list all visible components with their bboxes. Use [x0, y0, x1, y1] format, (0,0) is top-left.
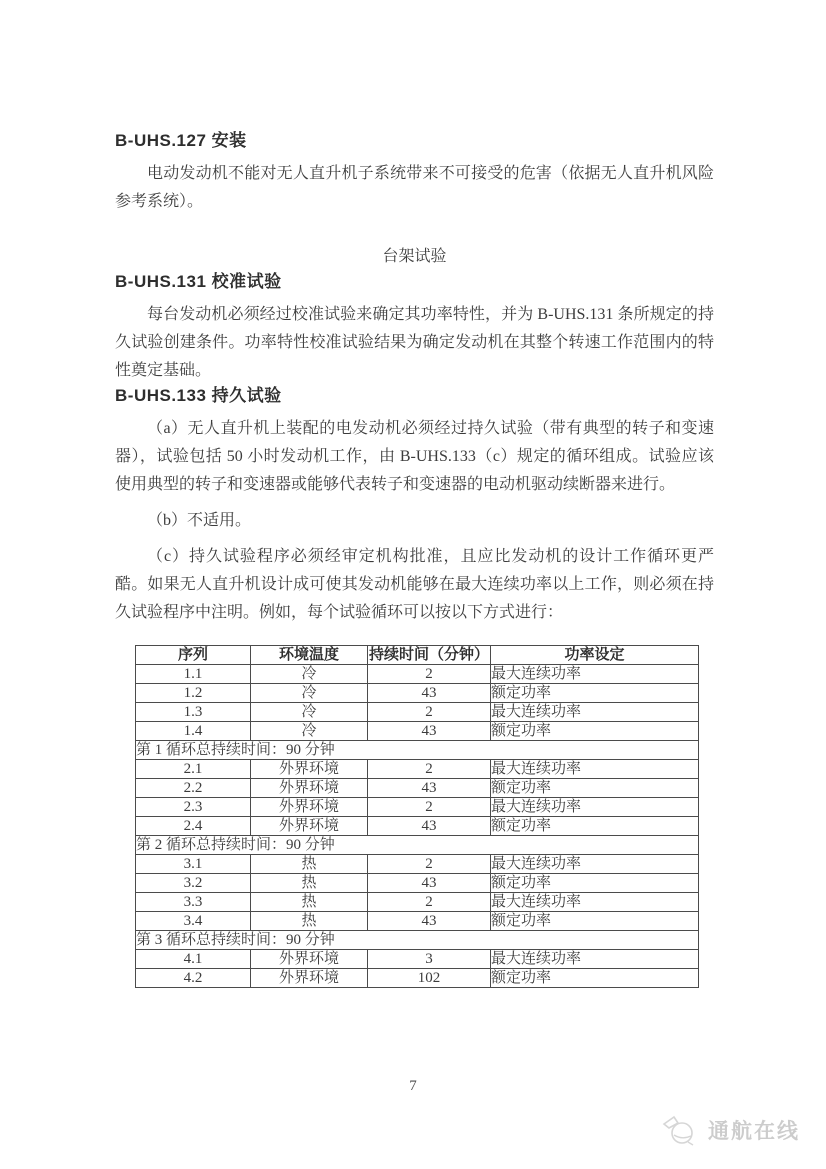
table-cell: 102	[368, 969, 491, 988]
table-row	[136, 817, 699, 836]
table-cell: 2	[368, 703, 491, 722]
cycle-total-cell: 第 1 循环总持续时间：90 分钟	[136, 741, 699, 760]
table-cell: 2	[368, 855, 491, 874]
table-row	[136, 969, 699, 988]
table-cell: 2.1	[136, 760, 251, 779]
cycle-total-cell: 第 2 循环总持续时间：90 分钟	[136, 836, 699, 855]
table-header-row	[136, 646, 699, 665]
table-cell: 额定功率	[491, 874, 699, 893]
column-header: 持续时间（分钟）	[368, 647, 489, 663]
table-row	[136, 665, 699, 684]
table-row	[136, 760, 699, 779]
table-row	[136, 798, 699, 817]
table-cell: 最大连续功率	[491, 798, 699, 817]
center-subtitle-bench-test: 台架试验	[382, 248, 447, 265]
paragraph-b-uhs-131: 每台发动机必须经过校准试验来确定其功率特性，并为 B-UHS.131 条所规定的持久试验创建条件。功率特性校准试验结果为确定发动机在其整个转速工作范围内的特性奠定基础。	[115, 306, 714, 379]
table-cell: 43	[368, 722, 491, 741]
table-row	[136, 855, 699, 874]
table-cell: 最大连续功率	[491, 760, 699, 779]
table-row	[136, 722, 699, 741]
table-cell: 外界环境	[251, 779, 368, 798]
table-row	[136, 874, 699, 893]
column-header: 序列	[136, 646, 251, 665]
table-header-row	[136, 646, 699, 665]
table-row	[136, 912, 699, 931]
table-cell: 热	[251, 893, 368, 912]
page-number: 7	[409, 1078, 417, 1094]
table-cell: 1.4	[136, 722, 251, 741]
table-cell: 冷	[251, 722, 368, 741]
table-cell: 1.2	[136, 684, 251, 703]
table-cell: 43	[368, 817, 491, 836]
table-row	[136, 950, 699, 969]
table-cell: 3.3	[136, 893, 251, 912]
test-cycle-table	[135, 645, 699, 988]
cycle-total-row	[136, 836, 699, 855]
table-cell: 3	[368, 950, 491, 969]
table-cell: 1.3	[136, 703, 251, 722]
table-cell: 4.1	[136, 950, 251, 969]
table-cell: 额定功率	[491, 779, 699, 798]
table-cell: 额定功率	[491, 912, 699, 931]
table-cell: 热	[251, 855, 368, 874]
table-cell: 4.2	[136, 969, 251, 988]
table-cell: 2	[368, 893, 491, 912]
table-cell: 最大连续功率	[491, 703, 699, 722]
table-cell: 43	[368, 684, 491, 703]
table-cell: 热	[251, 874, 368, 893]
column-header: 功率设定	[491, 646, 699, 665]
table-row	[136, 684, 699, 703]
document-page-content	[115, 130, 714, 988]
table-cell: 外界环境	[251, 950, 368, 969]
table-cell: 外界环境	[251, 760, 368, 779]
table-cell: 冷	[251, 684, 368, 703]
section-heading-b-uhs-133: B-UHS.133 持久试验	[115, 386, 282, 405]
table-cell: 外界环境	[251, 817, 368, 836]
paragraph-b-uhs-133-c: （c）持久试验程序必须经审定机构批准，且应比发动机的设计工作循环更严酷。如果无人直升机设计成可使其发动机能够在最大连续功率以上工作，则必须在持久试验程序中注明。例如，每个试验循环可以按以下方式进行：	[115, 548, 714, 621]
table-cell: 外界环境	[251, 969, 368, 988]
watermark-text: 通航在线	[708, 1120, 800, 1143]
table-cell: 2	[368, 798, 491, 817]
table-cell: 1.1	[136, 665, 251, 684]
paragraph-b-uhs-127: 电动发动机不能对无人直升机子系统带来不可接受的危害（依据无人直升机风险参考系统）。	[115, 165, 714, 210]
table-cell: 额定功率	[491, 722, 699, 741]
cycle-total-cell: 第 3 循环总持续时间：90 分钟	[136, 931, 699, 950]
table-cell: 43	[368, 912, 491, 931]
section-heading-b-uhs-127: B-UHS.127 安装	[115, 131, 247, 150]
table-cell: 最大连续功率	[491, 665, 699, 684]
table-cell: 3.1	[136, 855, 251, 874]
watermark	[660, 1112, 800, 1148]
table-row	[136, 893, 699, 912]
paragraph-b-uhs-133-a: （a）无人直升机上装配的电发动机必须经过持久试验（带有典型的转子和变速器），试验包括 50 小时发动机工作，由 B-UHS.133（c）规定的循环组成。试验应该使用典型的转子和变速器或能够代表转子和变速器的电动机驱动续断器来进行。	[115, 420, 714, 493]
table-cell: 冷	[251, 703, 368, 722]
table-cell: 3.2	[136, 874, 251, 893]
cycle-total-row	[136, 931, 699, 950]
table-cell: 2.4	[136, 817, 251, 836]
table-cell: 2	[368, 760, 491, 779]
table-cell: 2	[368, 665, 491, 684]
tonghang-logo-icon	[660, 1112, 702, 1148]
table-cell: 最大连续功率	[491, 893, 699, 912]
table-cell: 最大连续功率	[491, 855, 699, 874]
table-cell: 额定功率	[491, 969, 699, 988]
table-cell: 外界环境	[251, 798, 368, 817]
table-body	[136, 665, 699, 988]
table-cell: 额定功率	[491, 684, 699, 703]
table-cell: 最大连续功率	[491, 950, 699, 969]
table-cell: 2.3	[136, 798, 251, 817]
table-cell: 43	[368, 779, 491, 798]
section-heading-b-uhs-131: B-UHS.131 校准试验	[115, 272, 282, 291]
table-cell: 热	[251, 912, 368, 931]
table-cell: 43	[368, 874, 491, 893]
paragraph-b-uhs-133-b: （b）不适用。	[147, 512, 252, 529]
table-cell: 2.2	[136, 779, 251, 798]
column-header: 环境温度	[251, 646, 368, 665]
table-cell: 额定功率	[491, 817, 699, 836]
cycle-total-row	[136, 741, 699, 760]
table-cell: 3.4	[136, 912, 251, 931]
table-row	[136, 779, 699, 798]
table-cell: 冷	[251, 665, 368, 684]
table-row	[136, 703, 699, 722]
